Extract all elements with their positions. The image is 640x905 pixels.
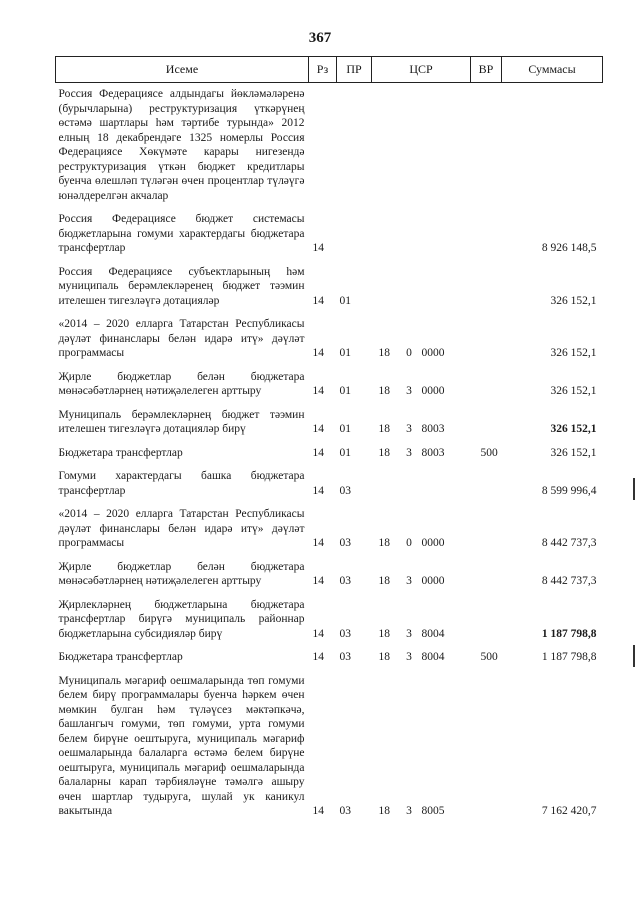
row-csr-code — [418, 208, 471, 261]
table-row — [56, 594, 603, 647]
row-csr-program: 18 — [378, 537, 390, 549]
row-csr-code: 8003 — [421, 446, 445, 459]
table-row — [56, 83, 603, 209]
row-rz: 14 — [312, 627, 324, 640]
row-csr-subprogram: 3 — [406, 446, 412, 459]
row-name: Җирле бюджетлар белән бюджетара мөнәсәбәтләрнең нәтиҗәлелеген арттыру — [58, 370, 305, 397]
row-csr-program: 18 — [378, 575, 390, 587]
table-row — [56, 261, 603, 314]
row-csr-code — [418, 83, 471, 209]
row-rz — [309, 83, 337, 209]
row-rz: 14 — [312, 575, 324, 587]
row-csr-program: 18 — [378, 423, 390, 435]
row-csr-subprogram: 3 — [406, 805, 412, 817]
row-name: Гомуми характердагы башка бюджетара трансфертлар — [58, 470, 305, 497]
row-csr-subprogram: 0 — [406, 537, 412, 549]
row-name: Җирле бюджетлар белән бюджетара мөнәсәбәтләрнең нәтиҗәлелеген арттыру — [58, 560, 305, 587]
row-vr — [471, 261, 502, 314]
row-csr-subprogram: 3 — [406, 627, 412, 640]
row-csr-program — [372, 261, 401, 314]
header-csr: ЦСР — [372, 57, 471, 83]
row-csr-program: 18 — [378, 385, 390, 397]
row-sum — [502, 83, 603, 209]
row-pr: 01 — [339, 347, 351, 359]
row-csr-subprogram — [401, 83, 418, 209]
row-vr — [471, 465, 502, 503]
row-pr: 03 — [339, 805, 351, 817]
row-vr: 500 — [480, 446, 498, 459]
row-rz: 14 — [312, 484, 324, 497]
row-csr-subprogram — [401, 261, 418, 314]
row-sum: 326 152,1 — [550, 385, 597, 397]
table-row — [56, 313, 603, 366]
row-vr — [471, 670, 502, 824]
row-csr-subprogram: 3 — [406, 651, 412, 663]
row-name: Җирлекләрнең бюджетларына бюджетара трансфертлар бирүгә муниципаль районнар бюджетларына субсидияләр бирү — [58, 598, 305, 640]
row-vr — [471, 404, 502, 442]
row-rz: 14 — [312, 294, 324, 307]
row-vr — [471, 594, 502, 647]
row-vr — [471, 313, 502, 366]
header-sum: Суммасы — [502, 57, 603, 83]
table-row — [56, 404, 603, 442]
row-csr-subprogram: 3 — [406, 385, 412, 397]
row-sum: 8 442 737,3 — [541, 537, 597, 549]
row-pr: 01 — [339, 294, 351, 307]
row-pr — [337, 208, 372, 261]
row-pr: 03 — [339, 575, 351, 587]
row-csr-code — [418, 465, 471, 503]
header-vr: ВР — [471, 57, 502, 83]
row-csr-code — [418, 261, 471, 314]
row-rz: 14 — [312, 242, 324, 254]
scan-edge-mark — [633, 478, 635, 500]
budget-table — [55, 56, 603, 824]
row-name: Россия Федерациясе алдындагы йөкләмәләренә (бурычларына) реструктуризация үткәрүнең өстәмә шартлары һәм тәртибе турында» 2012 елның 18 декабрендәге 1325 номерлы Россия Федерациясе Хөкүмәте карары нигезендә реструктуризация үткән бюджет кредитлары буенча өлешләп түләгән өчен процентлар түләүгә юнәлдерелгән акчалар — [58, 88, 305, 202]
row-csr-subprogram: 3 — [406, 423, 412, 435]
table-row — [56, 442, 603, 466]
row-sum: 326 152,1 — [550, 294, 597, 307]
row-rz: 14 — [312, 423, 324, 435]
row-sum: 1 187 798,8 — [541, 627, 597, 640]
row-csr-code: 8004 — [421, 651, 445, 663]
row-rz: 14 — [312, 446, 324, 459]
row-pr: 03 — [339, 484, 351, 497]
row-pr: 01 — [339, 385, 351, 397]
row-csr-program: 18 — [378, 805, 390, 817]
row-csr-subprogram: 3 — [406, 575, 412, 587]
row-csr-program: 18 — [378, 446, 390, 459]
row-csr-code: 0000 — [421, 385, 445, 397]
row-pr: 01 — [339, 423, 351, 435]
row-pr — [337, 83, 372, 209]
row-sum: 8 599 996,4 — [541, 484, 597, 497]
row-csr-program — [372, 208, 401, 261]
row-csr-subprogram — [401, 465, 418, 503]
table-row — [56, 646, 603, 670]
row-pr: 03 — [339, 537, 351, 549]
row-pr: 03 — [339, 627, 351, 640]
row-csr-code: 8005 — [421, 805, 445, 817]
table-header-row — [56, 57, 603, 83]
table-row — [56, 366, 603, 404]
row-name: Бюджетара трансфертлар — [58, 651, 183, 663]
row-csr-program: 18 — [378, 651, 390, 663]
row-csr-code: 0000 — [421, 537, 445, 549]
table-row — [56, 556, 603, 594]
row-csr-code: 0000 — [421, 347, 445, 359]
row-vr: 500 — [480, 651, 498, 663]
row-name: Бюджетара трансфертлар — [58, 446, 183, 459]
row-rz: 14 — [312, 385, 324, 397]
row-csr-program — [372, 83, 401, 209]
row-csr-code: 0000 — [421, 575, 445, 587]
row-sum: 326 152,1 — [550, 423, 597, 435]
row-sum: 8 926 148,5 — [541, 242, 597, 254]
row-csr-subprogram — [401, 208, 418, 261]
row-pr: 01 — [339, 446, 351, 459]
row-csr-program — [372, 465, 401, 503]
row-vr — [471, 503, 502, 556]
row-vr — [471, 208, 502, 261]
header-pr: ПР — [337, 57, 372, 83]
row-sum: 7 162 420,7 — [541, 805, 597, 817]
row-vr — [471, 556, 502, 594]
row-rz: 14 — [312, 805, 324, 817]
row-name: Муниципаль берәмлекләрнең бюджет тәэмин ителешен тигезләүгә дотацияләр бирү — [58, 408, 305, 435]
row-csr-code: 8004 — [421, 627, 445, 640]
row-sum: 326 152,1 — [550, 446, 597, 459]
page-number: 367 — [308, 30, 332, 46]
scan-edge-mark — [633, 645, 635, 667]
header-rz: Рз — [309, 57, 337, 83]
row-sum: 1 187 798,8 — [541, 651, 597, 663]
table-row — [56, 465, 603, 503]
row-sum: 326 152,1 — [550, 347, 597, 359]
row-rz: 14 — [312, 537, 324, 549]
row-name: Муниципаль мәгариф оешмаларында төп гомуми белем бирү программалары буенча һәркем өчен мөмкин булган һәм түләүсез мәктәпкәчә, башлангыч гомуми, төп гомуми, урта гомуми белем бирүне оештыруга, муниципаль мәгариф оешмаларында балаларга өстәмә белем бирүне оештыруга, муниципаль мәгариф оешмаларында балаларны карап тәрбияләүне тәмәлгә ашыру өчен шартлар тудыруга, шулай ук каникул вакытында — [58, 674, 305, 817]
row-vr — [471, 83, 502, 209]
row-csr-program: 18 — [378, 627, 390, 640]
row-name: Россия Федерациясе субъектларының һәм муниципаль берәмлекләренең бюджет тәэмин ителешен тигезләүгә дотацияләр — [58, 265, 305, 307]
row-name: «2014 – 2020 елларга Татарстан Республикасы дәүләт финанслары белән идарә итү» дәүләт программасы — [58, 318, 305, 359]
row-csr-subprogram: 0 — [406, 347, 412, 359]
row-csr-program: 18 — [378, 347, 390, 359]
table-row — [56, 208, 603, 261]
row-sum: 8 442 737,3 — [541, 575, 597, 587]
row-vr — [471, 366, 502, 404]
row-rz: 14 — [312, 347, 324, 359]
table-row — [56, 503, 603, 556]
row-pr: 03 — [339, 651, 351, 663]
row-name: Россия Федерациясе бюджет системасы бюджетларына гомуми характердагы бюджетара трансфертлар — [58, 213, 305, 254]
row-csr-code: 8003 — [421, 423, 445, 435]
row-rz: 14 — [312, 651, 324, 663]
table-row — [56, 670, 603, 824]
header-name: Исеме — [56, 57, 309, 83]
row-name: «2014 – 2020 елларга Татарстан Республикасы дәүләт финанслары белән идарә итү» дәүләт программасы — [58, 508, 305, 549]
